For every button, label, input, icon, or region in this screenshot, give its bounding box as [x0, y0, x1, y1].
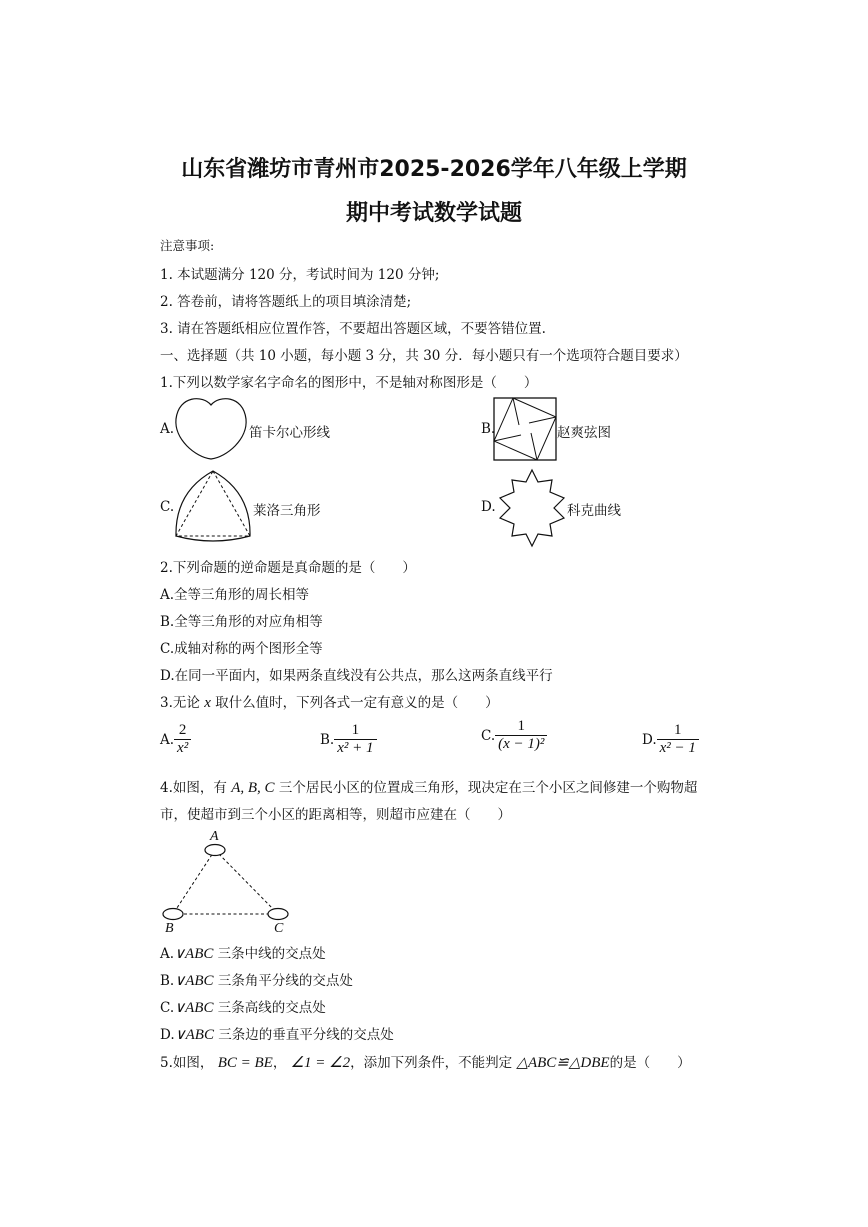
note-item-2: 2. 答卷前，请将答题纸上的项目填涂清楚;	[160, 294, 412, 310]
cardioid-icon	[173, 395, 249, 461]
q3-option-c	[481, 718, 547, 753]
q3-stem	[160, 691, 499, 712]
q5-stem-pre: 5.如图，	[160, 1055, 214, 1071]
q3-option-b	[320, 722, 377, 757]
q5-stem	[160, 1051, 691, 1072]
q4-option-d-text: 三条边的垂直平分线的交点处	[218, 1027, 394, 1043]
q1-option-a-letter: A.	[160, 421, 175, 437]
q4-option-a-letter: A.	[160, 946, 175, 962]
note-item-3: 3. 请在答题纸相应位置作答，不要超出答题区域，不要答错位置.	[160, 321, 546, 337]
q3-option-a-letter: A.	[160, 732, 175, 748]
label-c: C	[274, 921, 284, 936]
q3-option-c-numerator: 1	[517, 718, 526, 734]
q3-option-a-denominator: x²	[174, 739, 191, 757]
q1-option-c-name: 莱洛三角形	[253, 503, 321, 519]
q4-option-c-text: 三条高线的交点处	[217, 1000, 326, 1016]
q3-option-d-letter: D.	[642, 732, 657, 748]
q4-option-b-letter: B.	[160, 973, 175, 989]
q5-stem-post: 的是（ ）	[609, 1055, 691, 1071]
koch-curve-icon	[494, 468, 570, 548]
q2-option-c: C.成轴对称的两个图形全等	[160, 641, 323, 657]
q1-stem: 1.下列以数学家名字命名的图形中，不是轴对称图形是（ ）	[160, 375, 538, 391]
triangle-abc-figure	[160, 828, 300, 934]
paper-title-line2: 期中考试数学试题	[345, 201, 522, 226]
q3-stem-pre: 3.无论	[160, 695, 200, 711]
q1-option-d-name: 科克曲线	[567, 503, 621, 519]
q4-stem-vars: A, B, C	[231, 780, 275, 796]
q3-option-d	[642, 722, 699, 757]
q2-option-b: B.全等三角形的对应角相等	[160, 614, 323, 630]
label-b: B	[165, 921, 174, 936]
q3-option-d-numerator: 1	[674, 722, 682, 738]
q3-option-c-letter: C.	[481, 728, 496, 744]
q5-condition-1: BC = BE	[217, 1055, 273, 1071]
q1-option-d-letter: D.	[481, 499, 496, 515]
notes-heading: 注意事项:	[160, 238, 215, 253]
q4-option-a-triangle: ∨ABC	[174, 946, 214, 962]
q2-option-a: A.全等三角形的周长相等	[160, 587, 310, 603]
q4-option-d-triangle: ∨ABC	[174, 1027, 214, 1043]
residential-area-b	[163, 909, 183, 920]
residential-area-a	[205, 845, 225, 856]
note-item-1: 1. 本试题满分 120 分，考试时间为 120 分钟;	[160, 267, 440, 283]
q5-separator: ，	[272, 1055, 287, 1071]
paper-title-line1: 山东省潍坊市青州市2025-2026学年八年级上学期	[181, 157, 687, 182]
q3-option-c-denominator: (x − 1)²	[495, 735, 547, 753]
q3-option-d-denominator: x² − 1	[657, 739, 699, 757]
q3-option-b-numerator: 1	[351, 722, 360, 738]
q4-option-d-letter: D.	[160, 1027, 175, 1043]
q1-option-a-name: 笛卡尔心形线	[249, 425, 330, 441]
q3-option-a-numerator: 2	[178, 722, 187, 738]
q1-option-b-name: 赵爽弦图	[557, 425, 611, 441]
q4-stem-line1	[160, 776, 697, 797]
q3-option-a	[160, 722, 191, 757]
q4-option-b-triangle: ∨ABC	[174, 973, 214, 989]
q1-option-b-letter: B.	[481, 421, 496, 437]
q1-option-c-letter: C.	[160, 499, 175, 515]
q4-option-c-letter: C.	[160, 1000, 175, 1016]
q4-option-c	[160, 996, 326, 1017]
q4-stem-post: 三个居民小区的位置成三角形，现决定在三个小区之间修建一个购物超	[278, 780, 698, 796]
q4-option-a	[160, 942, 326, 963]
q3-stem-var: x	[204, 695, 211, 711]
residential-area-c	[268, 909, 288, 920]
q3-option-b-denominator: x² + 1	[334, 739, 376, 757]
q5-congruence: △ABC≌△DBE	[516, 1055, 610, 1071]
q4-option-b-text: 三条角平分线的交点处	[217, 973, 353, 989]
section-heading-choice: 一、选择题（共 10 小题，每小题 3 分，共 30 分．每小题只有一个选项符合题目要求）	[160, 348, 688, 364]
q5-stem-mid: ，添加下列条件，不能判定	[350, 1055, 513, 1071]
reuleaux-triangle-icon	[173, 470, 253, 542]
q5-condition-2: ∠1 = ∠2	[290, 1055, 351, 1071]
q4-option-b	[160, 969, 353, 990]
zhao-shuang-diagram-icon	[493, 397, 557, 461]
q4-option-c-triangle: ∨ABC	[174, 1000, 214, 1016]
q4-stem-pre: 4.如图，有	[160, 780, 227, 796]
q4-option-a-text: 三条中线的交点处	[217, 946, 326, 962]
q3-option-b-letter: B.	[320, 732, 335, 748]
q4-option-d	[160, 1023, 394, 1044]
label-a: A	[210, 829, 219, 844]
q2-option-d: D.在同一平面内，如果两条直线没有公共点，那么这两条直线平行	[160, 668, 553, 684]
q2-stem: 2.下列命题的逆命题是真命题的是（ ）	[160, 560, 416, 576]
q4-stem-line2: 市，使超市到三个小区的距离相等，则超市应建在（ ）	[160, 807, 511, 823]
q3-stem-post: 取什么值时，下列各式一定有意义的是（ ）	[215, 695, 499, 711]
